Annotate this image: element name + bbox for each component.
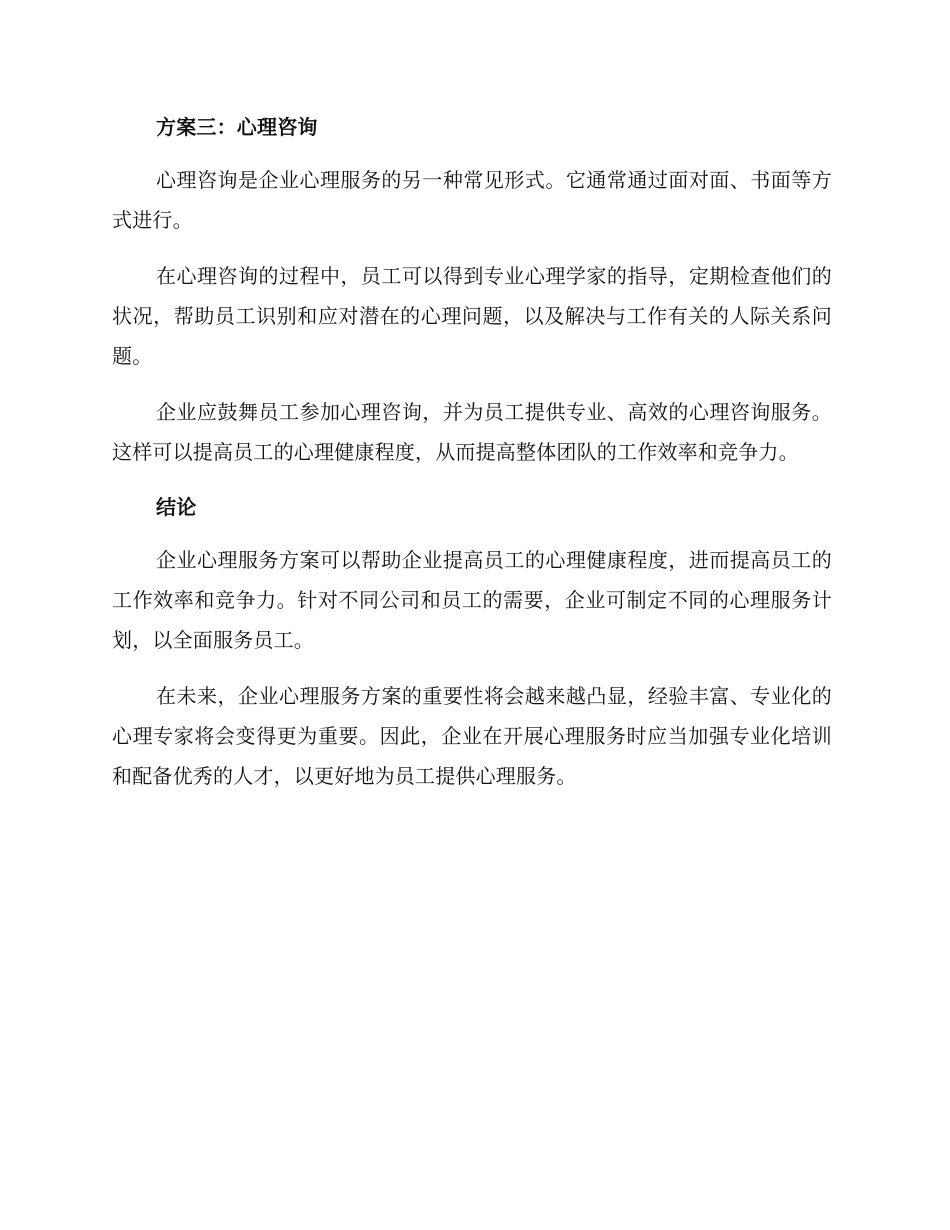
section-heading-counseling: 方案三：心理咨询 xyxy=(156,115,318,139)
paragraph-counseling-process: 在心理咨询的过程中，员工可以得到专业心理学家的指导，定期检查他们的状况，帮助员工识别和应对潜在的心理问题，以及解决与工作有关的人际关系问题。 xyxy=(112,264,832,368)
document-body xyxy=(112,108,832,796)
section-heading-conclusion: 结论 xyxy=(156,495,197,519)
paragraph-conclusion-summary: 企业心理服务方案可以帮助企业提高员工的心理健康程度，进而提高员工的工作效率和竞争力。针对不同公司和员工的需要，企业可制定不同的心理服务计划，以全面服务员工。 xyxy=(112,548,832,652)
paragraph-counseling-intro: 心理咨询是企业心理服务的另一种常见形式。它通常通过面对面、书面等方式进行。 xyxy=(112,168,832,232)
paragraph-counseling-encourage: 企业应鼓舞员工参加心理咨询，并为员工提供专业、高效的心理咨询服务。这样可以提高员工的心理健康程度，从而提高整体团队的工作效率和竞争力。 xyxy=(112,400,832,464)
paragraph-conclusion-future: 在未来，企业心理服务方案的重要性将会越来越凸显，经验丰富、专业化的心理专家将会变得更为重要。因此，企业在开展心理服务时应当加强专业化培训和配备优秀的人才，以更好地为员工提供心理服务。 xyxy=(112,684,832,788)
